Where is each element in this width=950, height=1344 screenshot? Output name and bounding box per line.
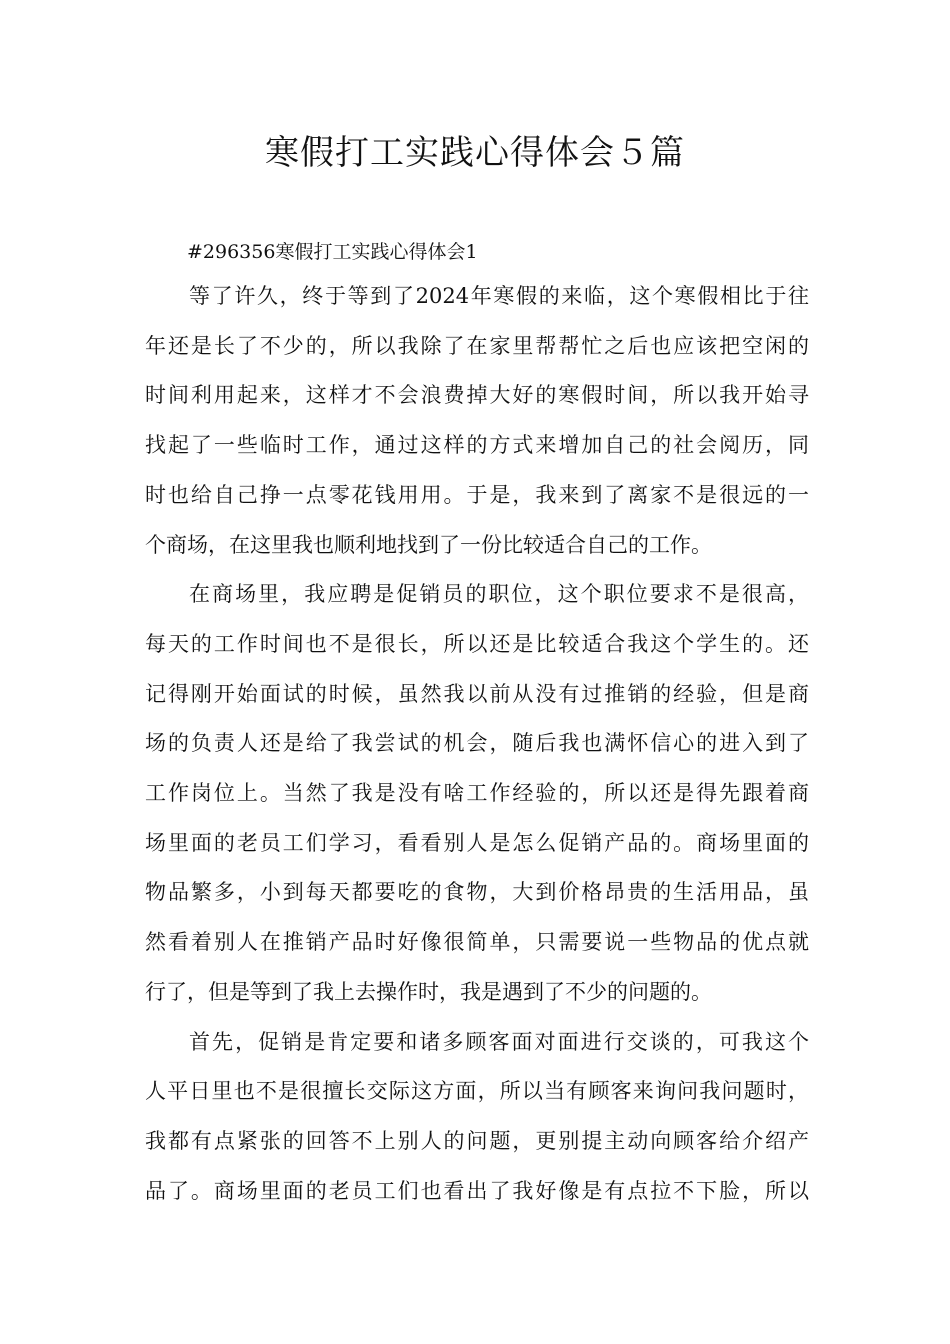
paragraph-list [145, 272, 809, 1216]
paragraph-line: 首先，促销是肯定要和诸多顾客面对面进行交谈的，可我这个 [189, 1029, 809, 1054]
paragraph [145, 272, 809, 570]
paragraph-line: 物品繁多，小到每天都要吃的食物，大到价格昂贵的生活用品，虽 [145, 880, 809, 905]
paragraph-line: 场的负责人还是给了我尝试的机会，随后我也满怀信心的进入到了 [145, 731, 809, 756]
paragraph [145, 570, 809, 1017]
document-title: 寒假打工实践心得体会５篇 [265, 133, 685, 173]
paragraph-line: 我都有点紧张的回答不上别人的问题，更别提主动向顾客给介绍产 [145, 1128, 809, 1153]
paragraph-line: 年还是长了不少的，所以我除了在家里帮帮忙之后也应该把空闲的 [145, 333, 809, 358]
paragraph-line: 工作岗位上。当然了我是没有啥工作经验的，所以还是得先跟着商 [145, 781, 809, 806]
paragraph-line: 时间利用起来，这样才不会浪费掉大好的寒假时间，所以我开始寻 [145, 383, 809, 408]
paragraph-line: 场里面的老员工们学习，看看别人是怎么促销产品的。商场里面的 [145, 830, 809, 855]
paragraph-line: 每天的工作时间也不是很长，所以还是比较适合我这个学生的。还 [145, 631, 809, 656]
paragraph-line: 时也给自己挣一点零花钱用用。于是，我来到了离家不是很远的一 [145, 482, 809, 507]
paragraph-line: 人平日里也不是很擅长交际这方面，所以当有顾客来询问我问题时， [145, 1079, 809, 1104]
document-body [145, 232, 809, 1216]
paragraph-line: 记得刚开始面试的时候，虽然我以前从没有过推销的经验，但是商 [145, 681, 809, 706]
paragraph [145, 1018, 809, 1217]
paragraph-line: 找起了一些临时工作，通过这样的方式来增加自己的社会阅历，同 [145, 433, 809, 458]
paragraph-line: 等了许久，终于等到了2024年寒假的来临，这个寒假相比于往 [189, 284, 809, 308]
paragraph-line: 然看着别人在推销产品时好像很简单，只需要说一些物品的优点就 [145, 930, 809, 955]
section-heading: #296356寒假打工实践心得体会1 [187, 241, 478, 263]
paragraph-line: 行了，但是等到了我上去操作时，我是遇到了不少的问题的。 [145, 979, 712, 1004]
paragraph-line: 在商场里，我应聘是促销员的职位，这个职位要求不是很高， [189, 582, 809, 607]
paragraph-line: 品了。商场里面的老员工们也看出了我好像是有点拉不下脸，所以 [145, 1178, 809, 1203]
paragraph-line: 个商场，在这里我也顺利地找到了一份比较适合自己的工作。 [145, 532, 712, 557]
